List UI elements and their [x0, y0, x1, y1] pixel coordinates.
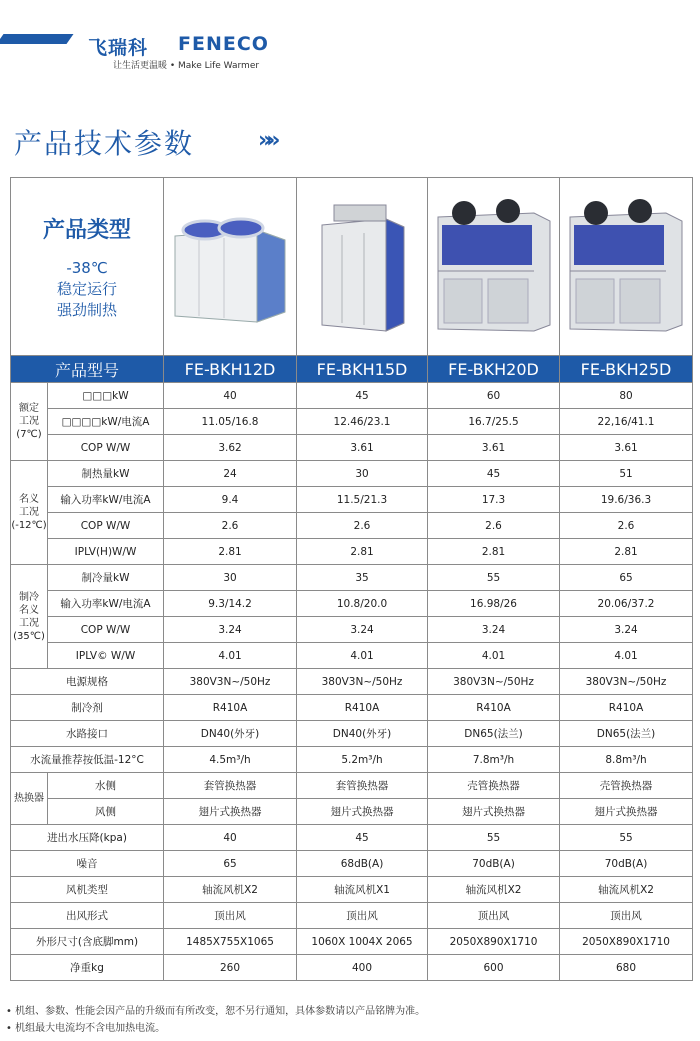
product-type-line: -38℃: [66, 258, 108, 277]
spec-value: 17.3: [428, 487, 560, 513]
spec-row: [11, 513, 693, 539]
spec-value: 55: [428, 825, 560, 851]
spec-value: DN40(外牙): [164, 721, 297, 747]
spec-value: 4.5m³/h: [164, 747, 297, 773]
spec-value: 顶出风: [297, 903, 428, 929]
spec-value: DN40(外牙): [297, 721, 428, 747]
row-label: 输入功率kW/电流A: [48, 591, 164, 617]
spec-value: 12.46/23.1: [297, 409, 428, 435]
spec-table: [10, 177, 693, 981]
spec-value: 轴流风机X2: [164, 877, 297, 903]
spec-value: 35: [297, 565, 428, 591]
spec-row: [11, 435, 693, 461]
spec-value: 4.01: [428, 643, 560, 669]
spec-value: 30: [164, 565, 297, 591]
heat-pump-unit-image: [312, 195, 412, 335]
spec-value: 顶出风: [164, 903, 297, 929]
row-label: 进出水压降(kpa): [11, 825, 164, 851]
spec-value: 轴流风机X1: [297, 877, 428, 903]
spec-value: 翅片式换热器: [164, 799, 297, 825]
slogan: 让生活更温暖 • Make Life Warmer: [113, 61, 260, 71]
group-label: 额定 工况 (7℃): [11, 383, 48, 461]
spec-value: 45: [428, 461, 560, 487]
spec-value: 16.98/26: [428, 591, 560, 617]
spec-row: [11, 591, 693, 617]
spec-value: 11.05/16.8: [164, 409, 297, 435]
row-label: IPLV© W/W: [48, 643, 164, 669]
spec-value: 5.2m³/h: [297, 747, 428, 773]
heat-pump-unit-image: [169, 200, 291, 330]
spec-value: 套管换热器: [297, 773, 428, 799]
spec-value: 3.61: [560, 435, 693, 461]
spec-value: 轴流风机X2: [428, 877, 560, 903]
spec-value: DN65(法兰): [428, 721, 560, 747]
row-label: 水流量推荐按低温-12°C: [11, 747, 164, 773]
spec-value: 2.81: [560, 539, 693, 565]
product-type-cell: [11, 178, 164, 356]
spec-value: 4.01: [560, 643, 693, 669]
spec-row: [11, 903, 693, 929]
spec-value: 600: [428, 955, 560, 981]
header: [0, 0, 700, 80]
spec-value: 24: [164, 461, 297, 487]
spec-value: 70dB(A): [560, 851, 693, 877]
spec-row: [11, 721, 693, 747]
group-label: 制冷 名义 工况 (35℃): [11, 565, 48, 669]
row-label: 风侧: [48, 799, 164, 825]
row-label: IPLV(H)W/W: [48, 539, 164, 565]
product-image-15d: [297, 178, 428, 356]
spec-value: 3.24: [428, 617, 560, 643]
product-type-title: 产品类型: [43, 217, 132, 243]
spec-value: 51: [560, 461, 693, 487]
spec-value: 套管换热器: [164, 773, 297, 799]
row-label: 净重kg: [11, 955, 164, 981]
spec-value: 65: [560, 565, 693, 591]
spec-row: [11, 669, 693, 695]
row-label: 噪音: [11, 851, 164, 877]
spec-value: 顶出风: [428, 903, 560, 929]
row-label: 制冷剂: [11, 695, 164, 721]
spec-value: 400: [297, 955, 428, 981]
spec-value: 70dB(A): [428, 851, 560, 877]
model-name: FE-BKH20D: [428, 356, 560, 383]
spec-value: R410A: [560, 695, 693, 721]
spec-value: 380V3N~/50Hz: [428, 669, 560, 695]
spec-row: [11, 851, 693, 877]
spec-value: 2050X890X1710: [560, 929, 693, 955]
logo-cn: 飞瑞科: [88, 37, 149, 59]
spec-value: 7.8m³/h: [428, 747, 560, 773]
spec-value: 80: [560, 383, 693, 409]
spec-value: 380V3N~/50Hz: [164, 669, 297, 695]
spec-value: 380V3N~/50Hz: [560, 669, 693, 695]
spec-value: 9.4: [164, 487, 297, 513]
spec-row: [11, 825, 693, 851]
spec-value: 45: [297, 383, 428, 409]
model-header-row: [11, 356, 693, 383]
row-label: □□□kW: [48, 383, 164, 409]
spec-value: 380V3N~/50Hz: [297, 669, 428, 695]
spec-value: 3.24: [164, 617, 297, 643]
spec-row: [11, 799, 693, 825]
spec-row: [11, 773, 693, 799]
heat-pump-unit-image: [434, 195, 554, 335]
spec-row: [11, 877, 693, 903]
spec-value: 55: [428, 565, 560, 591]
spec-value: 60: [428, 383, 560, 409]
row-label: 外形尺寸(含底脚mm): [11, 929, 164, 955]
spec-value: 2.81: [428, 539, 560, 565]
spec-row: [11, 695, 693, 721]
spec-value: 9.3/14.2: [164, 591, 297, 617]
spec-value: 3.24: [560, 617, 693, 643]
row-label: 出风形式: [11, 903, 164, 929]
spec-value: 顶出风: [560, 903, 693, 929]
spec-row: [11, 747, 693, 773]
spec-value: 40: [164, 825, 297, 851]
spec-value: 轴流风机X2: [560, 877, 693, 903]
footnotes: [6, 1003, 425, 1037]
chevron-right-icon: »»: [258, 128, 275, 153]
spec-value: 45: [297, 825, 428, 851]
spec-value: 1060X 1004X 2065: [297, 929, 428, 955]
spec-value: 2.81: [164, 539, 297, 565]
product-image-row: [11, 178, 693, 356]
spec-row: [11, 383, 693, 409]
spec-value: 65: [164, 851, 297, 877]
spec-value: 壳管换热器: [428, 773, 560, 799]
row-label: COP W/W: [48, 435, 164, 461]
spec-value: 260: [164, 955, 297, 981]
spec-value: 3.61: [297, 435, 428, 461]
product-type-line: 稳定运行: [57, 279, 118, 298]
spec-row: [11, 539, 693, 565]
spec-value: 2.81: [297, 539, 428, 565]
logo-en: FENECO: [178, 33, 269, 55]
footnote: • 机组、参数、性能会因产品的升级而有所改变，恕不另行通知，具体参数请以产品铭牌为准。: [6, 1006, 426, 1017]
spec-row: [11, 955, 693, 981]
row-label: 电源规格: [11, 669, 164, 695]
spec-row: [11, 617, 693, 643]
heat-pump-unit-image: [566, 195, 686, 335]
model-name: FE-BKH12D: [164, 356, 297, 383]
spec-value: 19.6/36.3: [560, 487, 693, 513]
spec-value: 2.6: [297, 513, 428, 539]
spec-value: 2050X890X1710: [428, 929, 560, 955]
spec-value: R410A: [164, 695, 297, 721]
row-label: 水路接口: [11, 721, 164, 747]
spec-row: [11, 487, 693, 513]
group-label: 名义 工况 (-12℃): [11, 461, 48, 565]
row-label: COP W/W: [48, 513, 164, 539]
spec-value: R410A: [297, 695, 428, 721]
spec-value: 翅片式换热器: [297, 799, 428, 825]
spec-value: DN65(法兰): [560, 721, 693, 747]
row-label: 风机类型: [11, 877, 164, 903]
group-label: 热换器: [11, 773, 48, 825]
row-label: □□□□kW/电流A: [48, 409, 164, 435]
spec-value: 10.8/20.0: [297, 591, 428, 617]
spec-value: 2.6: [164, 513, 297, 539]
footnote: • 机组最大电流均不含电加热电流。: [6, 1023, 166, 1034]
spec-value: 30: [297, 461, 428, 487]
row-label: 水侧: [48, 773, 164, 799]
product-type-line: 强劲制热: [57, 300, 118, 319]
spec-value: 2.6: [560, 513, 693, 539]
row-label: 制热量kW: [48, 461, 164, 487]
row-label: 制冷量kW: [48, 565, 164, 591]
spec-row: [11, 461, 693, 487]
spec-row: [11, 643, 693, 669]
row-label: 输入功率kW/电流A: [48, 487, 164, 513]
spec-value: 3.24: [297, 617, 428, 643]
model-header-label: 产品型号: [11, 356, 164, 383]
spec-value: 8.8m³/h: [560, 747, 693, 773]
spec-value: 壳管换热器: [560, 773, 693, 799]
spec-value: 翅片式换热器: [560, 799, 693, 825]
spec-row: [11, 929, 693, 955]
spec-value: 翅片式换热器: [428, 799, 560, 825]
product-image-12d: [164, 178, 297, 356]
spec-value: 11.5/21.3: [297, 487, 428, 513]
spec-value: 3.62: [164, 435, 297, 461]
section-title: 产品技术参数: [14, 127, 195, 160]
spec-value: 20.06/37.2: [560, 591, 693, 617]
product-image-25d: [560, 178, 693, 356]
spec-value: 4.01: [164, 643, 297, 669]
spec-value: 2.6: [428, 513, 560, 539]
brand-stripe: [0, 34, 74, 44]
product-image-20d: [428, 178, 560, 356]
spec-value: 4.01: [297, 643, 428, 669]
spec-row: [11, 409, 693, 435]
spec-value: 68dB(A): [297, 851, 428, 877]
spec-value: 22,16/41.1: [560, 409, 693, 435]
spec-value: 1485X755X1065: [164, 929, 297, 955]
spec-value: 40: [164, 383, 297, 409]
spec-row: [11, 565, 693, 591]
spec-value: 680: [560, 955, 693, 981]
spec-value: R410A: [428, 695, 560, 721]
spec-value: 16.7/25.5: [428, 409, 560, 435]
spec-value: 3.61: [428, 435, 560, 461]
row-label: COP W/W: [48, 617, 164, 643]
spec-value: 55: [560, 825, 693, 851]
model-name: FE-BKH15D: [297, 356, 428, 383]
model-name: FE-BKH25D: [560, 356, 693, 383]
